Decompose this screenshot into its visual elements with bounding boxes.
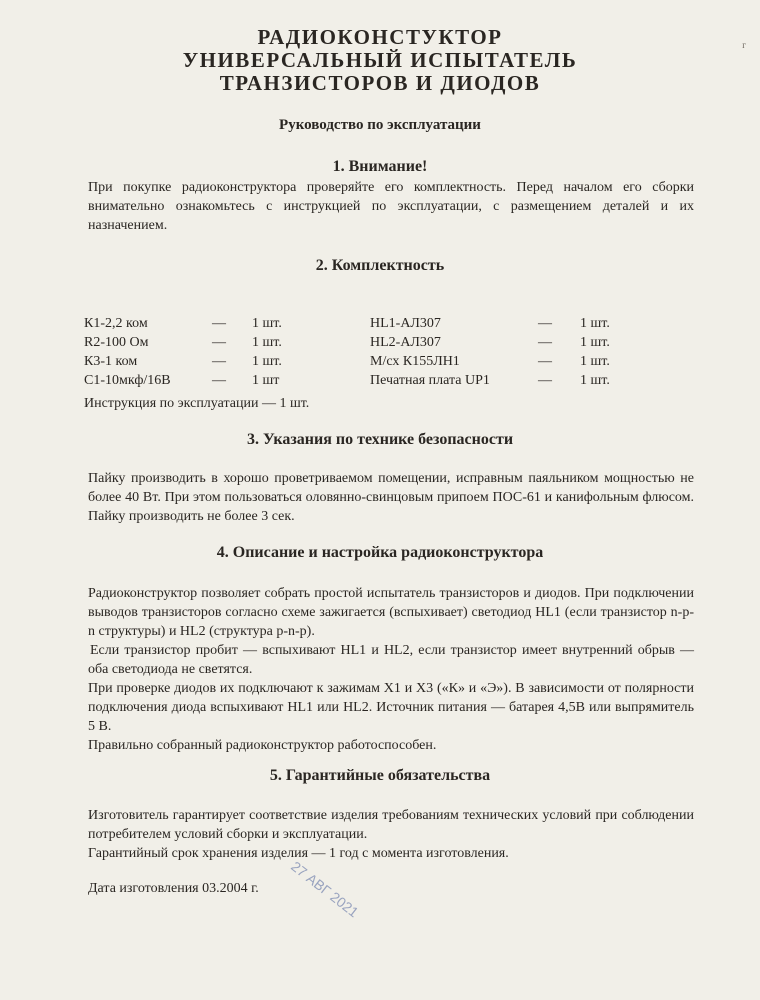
kit-item [370,371,670,390]
kit-item-name: С1-10мкф/16В [84,373,171,388]
kit-item-name: Печатная плата UP1 [370,373,490,388]
title-line-1: РАДИОКОНСТУКТОР [257,25,503,49]
section-5-paragraph-2: Гарантийный срок хранения изделия — 1 год с момента изготовления. [88,846,509,861]
kit-footer-text: Инструкция по эксплуатации — 1 шт. [84,396,310,411]
kit-item [84,314,364,333]
section-5-paragraph-1: Изготовитель гарантирует соответствие изделия требованиям технических условий при соблюдении потребителем условий сборки и эксплуатации. [88,808,694,842]
kit-item [84,352,364,371]
kit-item-qty: 1 шт. [580,335,610,350]
section-4-paragraph-2: Если транзистор пробит — вспыхивают HL1 и HL2, если транзистор имеет внутренний обрыв — оба светодиода не светятся. [88,643,694,677]
kit-item [370,314,670,333]
kit-item-dash: — [212,373,226,388]
document-subtitle: Руководство по эксплуатации [279,117,481,133]
kit-item-qty: 1 шт [252,373,280,388]
title-line-3: ТРАНЗИСТОРОВ И ДИОДОВ [219,71,541,95]
kit-item-dash: — [538,335,552,350]
kit-item-name: HL1-АЛ307 [370,316,441,331]
section-3-heading: 3. Указания по технике безопасности [246,431,514,448]
kit-item-name: К3-1 ком [84,354,138,369]
section-5-text [88,806,694,863]
kit-item-dash: — [538,354,552,369]
section-4-heading: 4. Описание и настройка радиоконструктора [216,544,544,561]
kit-item-qty: 1 шт. [252,316,282,331]
manufacture-date-text: Дата изготовления 03.2004 г. [88,881,259,896]
kit-list-left [84,314,364,390]
section-4-paragraph-4: Правильно собранный радиоконструктор работоспособен. [88,738,437,753]
section-1-heading: 1. Внимание! [332,158,428,175]
section-3-paragraph: Пайку производить в хорошо проветриваемом помещении, исправным паяльником мощностью не более 40 Вт. При этом пользоваться оловянно-свинцовым припоем ПОС-61 и канифольным флюсом. Пайку производить не более 3 сек. [88,471,694,524]
date-stamp [255,858,393,987]
kit-item [370,352,670,371]
kit-list-right [370,314,670,390]
title-line-2: УНИВЕРСАЛЬНЫЙ ИСПЫТАТЕЛЬ [182,48,578,72]
kit-item-dash: — [212,354,226,369]
kit-item-qty: 1 шт. [252,354,282,369]
section-1-paragraph: При покупке радиоконструктора проверяйте его комплектность. Перед началом его сборки внимательно ознакомьтесь с инструкцией по эксплуатации, с размещением деталей и их назначением. [88,180,694,233]
kit-item-name: К1-2,2 ком [84,316,148,331]
section-4-paragraph-1: Радиоконструктор позволяет собрать простой испытатель транзисторов и диодов. При подключении выводов транзисторов согласно схеме зажигается (вспыхивает) светодиод HL1 (если транзистор n-p-n структуры) и HL2 (структура p-n-p). [88,586,694,639]
kit-item-qty: 1 шт. [580,373,610,388]
stamp-day: 27 [288,858,311,881]
stamp-month: АВГ [303,869,335,899]
kit-item-dash: — [212,316,226,331]
corner-mark: г [742,40,746,50]
section-4-text [88,584,694,755]
kit-item [370,333,670,352]
section-1-text [88,178,694,235]
kit-item [84,371,364,390]
section-3-text [88,469,694,526]
kit-item-qty: 1 шт. [252,335,282,350]
kit-item-name: R2-100 Ом [84,335,149,350]
section-4-paragraph-3: При проверке диодов их подключают к зажимам X1 и X3 («К» и «Э»). В зависимости от полярности подключения диода вспыхивают HL1 или HL2. Источник питания — батарея 4,5В или выпрямитель 5 В. [88,681,694,734]
kit-item-name: М/сх К155ЛН1 [370,354,460,369]
kit-item-name: HL2-АЛ307 [370,335,441,350]
kit-footer [84,394,484,413]
kit-item-dash: — [212,335,226,350]
section-5-heading: 5. Гарантийные обязательства [269,767,491,784]
kit-item-qty: 1 шт. [580,354,610,369]
kit-item-dash: — [538,373,552,388]
kit-item-dash: — [538,316,552,331]
kit-item [84,333,364,352]
section-2-heading: 2. Комплектность [315,257,445,274]
stamp-year: 2021 [327,888,362,921]
kit-item-qty: 1 шт. [580,316,610,331]
